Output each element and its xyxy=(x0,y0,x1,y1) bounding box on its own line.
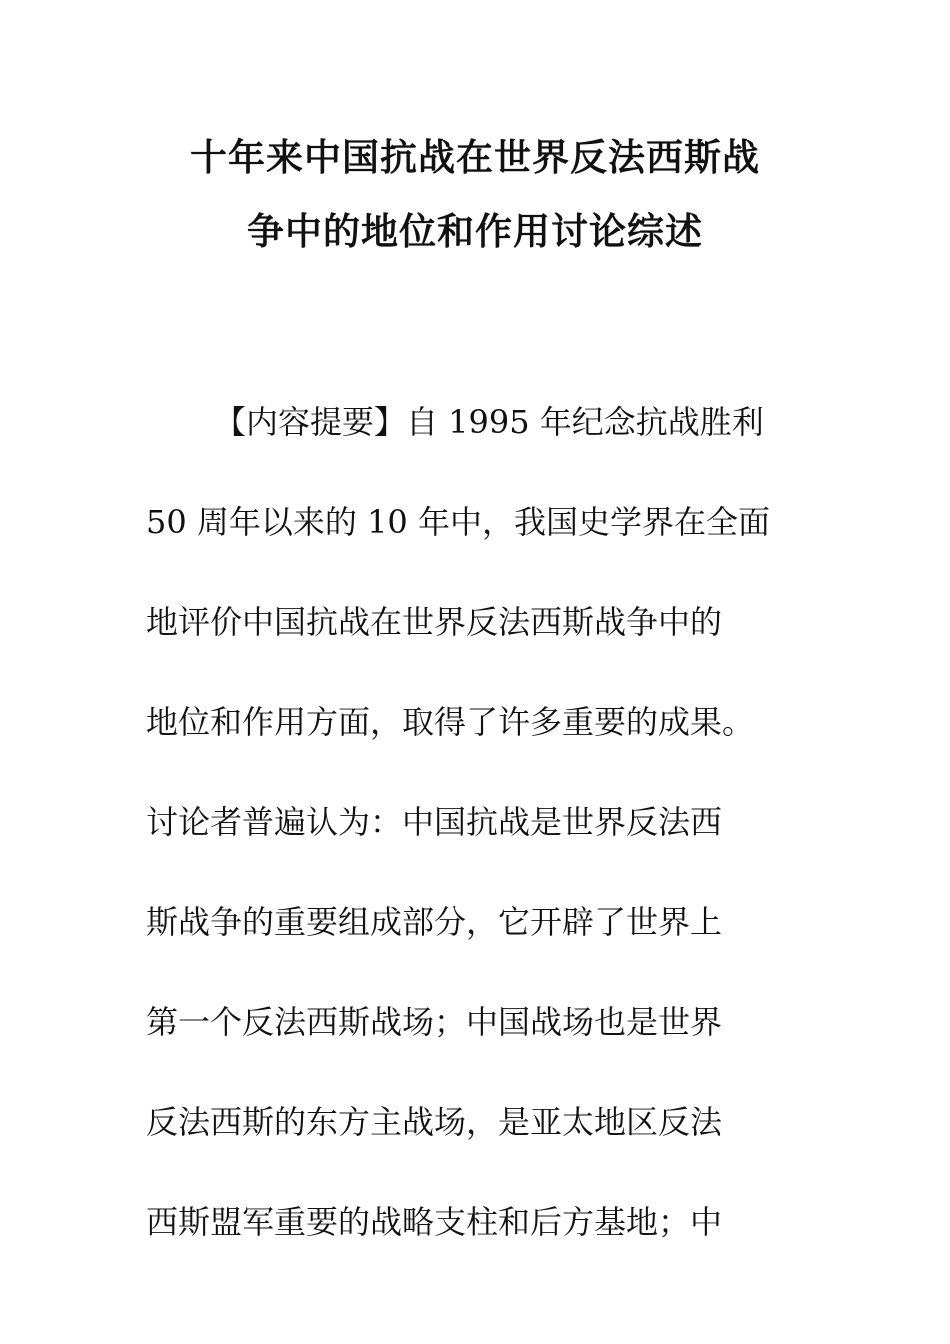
title-line-1: 十年来中国抗战在世界反法西斯战 xyxy=(190,135,760,179)
abstract-line-9: 西斯盟军重要的战略支柱和后方基地；中 xyxy=(146,1203,723,1241)
document-title xyxy=(140,120,810,268)
abstract-line-6: 斯战争的重要组成部分，它开辟了世界上 xyxy=(146,903,723,941)
abstract-line-5: 讨论者普遍认为：中国抗战是世界反法西 xyxy=(146,803,723,841)
title-line-2: 争中的地位和作用讨论综述 xyxy=(247,209,703,253)
abstract-line-8: 反法西斯的东方主战场，是亚太地区反法 xyxy=(146,1103,723,1141)
abstract-paragraph xyxy=(146,372,806,1272)
abstract-line-2: 50 周年以来的 10 年中，我国史学界在全面 xyxy=(146,503,770,541)
abstract-line-4: 地位和作用方面，取得了许多重要的成果。 xyxy=(146,703,755,741)
abstract-line-7: 第一个反法西斯战场；中国战场也是世界 xyxy=(146,1003,723,1041)
abstract-line-1: 【内容提要】自 1995 年纪念抗战胜利 xyxy=(214,403,764,441)
abstract-line-3: 地评价中国抗战在世界反法西斯战争中的 xyxy=(146,603,723,641)
